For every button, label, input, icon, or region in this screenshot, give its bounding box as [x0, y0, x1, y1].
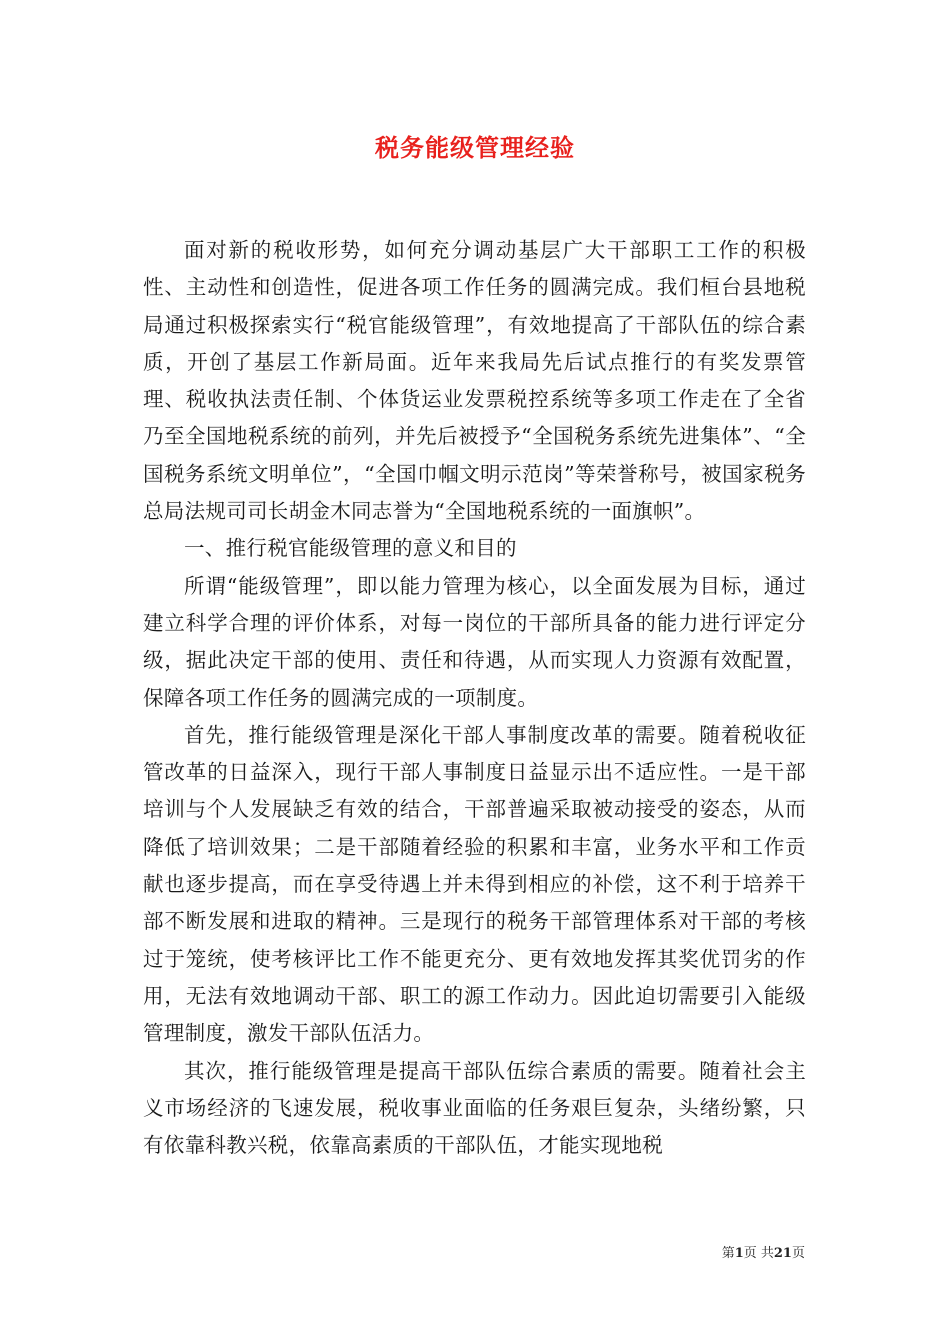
- section-heading: 一、推行税官能级管理的意义和目的: [184, 536, 517, 561]
- first-reason-paragraph: 首先，推行能级管理是深化干部人事制度改革的需要。随着税收征管改革的日益深入，现行干部人事制度日益显示出不适应性。一是干部培训与个人发展缺乏有效的结合，干部普遍采取被动接受的姿态，从而降低了培训效果；二是干部随着经验的积累和丰富，业务水平和工作贡献也逐步提高，而在享受待遇上并未得到相应的补偿，这不利于培养干部不断发展和进取的精神。三是现行的税务干部管理体系对干部的考核过于笼统，使考核评比工作不能更充分、更有效地发挥其奖优罚劣的作用，无法有效地调动干部、职工的源工作动力。因此迫切需要引入能级管理制度，激发干部队伍活力。: [143, 722, 806, 1046]
- intro-paragraph: 面对新的税收形势，如何充分调动基层广大干部职工工作的积极性、主动性和创造性，促进各项工作任务的圆满完成。我们桓台县地税局通过积极探索实行“税官能级管理”，有效地提高了干部队伍的综合素质，开创了基层工作新局面。近年来我局先后试点推行的有奖发票管理、税收执法责任制、个体货运业发票税控系统等多项工作走在了全省乃至全国地税系统的前列，并先后被授予“全国税务系统先进集体”、“全国税务系统文明单位”，“全国巾帼文明示范岗”等荣誉称号，被国家税务总局法规司司长胡金木同志誉为“全国地税系统的一面旗帜”。: [143, 238, 806, 524]
- footer-middle: 页 共: [743, 1246, 774, 1261]
- document-title: 税务能级管理经验: [375, 133, 575, 162]
- definition-paragraph: 所谓“能级管理”，即以能力管理为核心，以全面发展为目标，通过建立科学合理的评价体系，对每一岗位的干部所具备的能力进行评定分级，据此决定干部的使用、责任和待遇，从而实现人力资源有效配置，保障各项工作任务的圆满完成的一项制度。: [143, 573, 806, 710]
- page-number-footer: [722, 1245, 805, 1263]
- total-page-count: 21: [773, 1246, 792, 1261]
- second-reason-paragraph: 其次，推行能级管理是提高干部队伍综合素质的需要。随着社会主义市场经济的飞速发展，税收事业面临的任务艰巨复杂，头绪纷繁，只有依靠科教兴税，依靠高素质的干部队伍，才能实现地税: [143, 1058, 806, 1158]
- current-page-number: 1: [734, 1246, 744, 1261]
- footer-suffix: 页: [791, 1246, 805, 1261]
- footer-prefix: 第: [721, 1246, 735, 1261]
- document-body: [143, 232, 806, 1164]
